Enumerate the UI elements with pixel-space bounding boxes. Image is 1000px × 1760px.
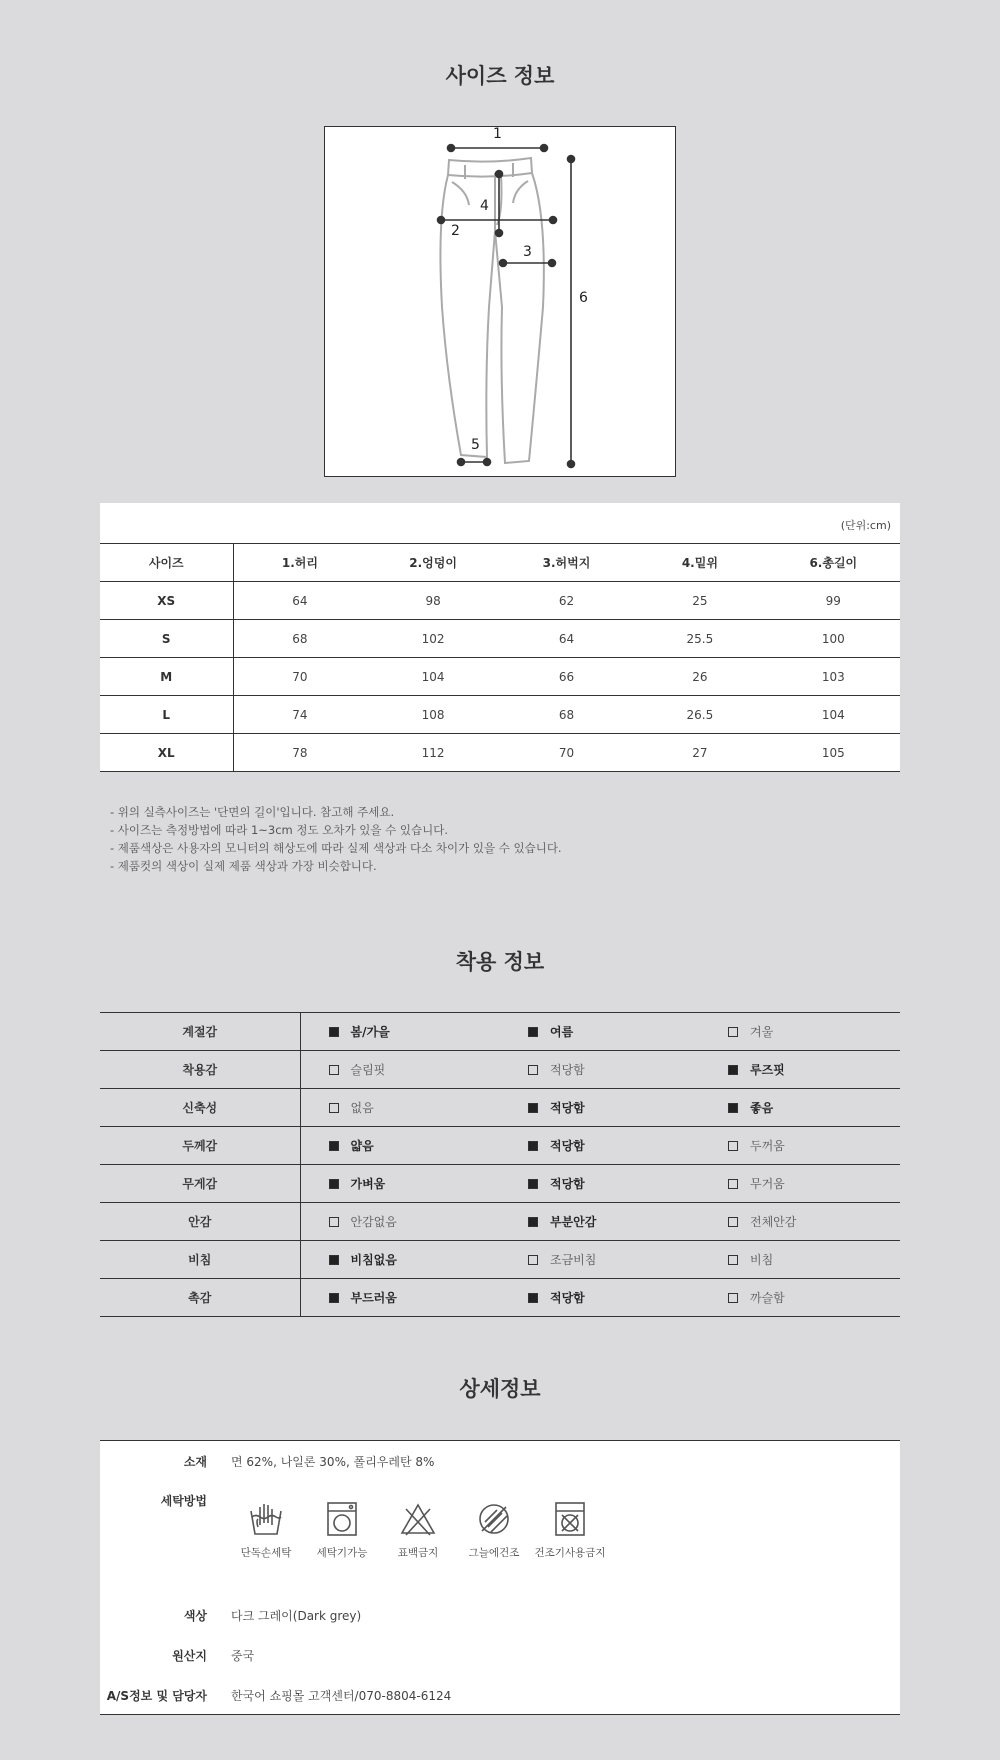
wash-label: 세탁기가능	[316, 1547, 368, 1559]
header-size: 사이즈	[100, 544, 233, 582]
wash-item	[228, 1501, 304, 1560]
table-cell: 68	[500, 696, 633, 734]
detail-info-title: 상세정보	[459, 1377, 541, 1401]
fit-option	[300, 1051, 500, 1089]
wash-label: 단독손세탁	[240, 1547, 292, 1559]
color-value: 다크 그레이(Dark grey)	[231, 1609, 362, 1623]
fit-option	[700, 1241, 900, 1279]
fit-option	[700, 1165, 900, 1203]
fit-option	[500, 1127, 700, 1165]
fit-option-label: 슬림핏	[350, 1063, 386, 1077]
table-cell: 64	[233, 582, 366, 620]
fit-option-label: 루즈핏	[750, 1063, 785, 1077]
fit-option-label: 좋음	[750, 1101, 774, 1115]
size-table-block	[100, 503, 900, 772]
fit-option-label: 없음	[350, 1101, 374, 1115]
size-cell: XL	[100, 734, 233, 772]
fit-option-label: 봄/가을	[350, 1025, 390, 1039]
fit-row-label: 신축성	[100, 1089, 300, 1127]
as-label: A/S정보 및 담당자	[106, 1689, 207, 1703]
color-label: 색상	[183, 1609, 207, 1623]
size-cell: S	[100, 620, 233, 658]
fit-row	[100, 1241, 900, 1279]
fit-row	[100, 1165, 900, 1203]
unchecked-box-icon	[329, 1103, 339, 1113]
wash-item	[380, 1501, 456, 1560]
size-cell: XS	[100, 582, 233, 620]
checked-box-icon	[728, 1065, 738, 1075]
fit-option-label: 적당함	[550, 1177, 585, 1191]
no-tumble-dry-icon	[552, 1501, 588, 1537]
table-cell: 102	[366, 620, 499, 658]
table-cell: 104	[366, 658, 499, 696]
table-cell: 70	[500, 734, 633, 772]
fit-option-label: 부드러움	[350, 1291, 397, 1305]
diagram-label-5: 5	[471, 437, 480, 453]
shade-dry-icon	[476, 1501, 512, 1537]
size-cell: M	[100, 658, 233, 696]
note-line: - 위의 실측사이즈는 '단면의 길이'입니다. 참고해 주세요.	[110, 805, 395, 819]
material-label: 소재	[183, 1455, 207, 1469]
table-cell: 98	[366, 582, 499, 620]
material-value: 면 62%, 나일론 30%, 폴리우레탄 8%	[231, 1455, 435, 1469]
fit-option-label: 무거움	[750, 1177, 785, 1191]
fit-option	[300, 1279, 500, 1317]
fit-row-label: 무게감	[100, 1165, 300, 1203]
unchecked-box-icon	[728, 1255, 738, 1265]
checked-box-icon	[329, 1027, 339, 1037]
table-row	[100, 582, 900, 620]
size-cell: L	[100, 696, 233, 734]
table-cell: 26	[633, 658, 766, 696]
checked-box-icon	[528, 1217, 538, 1227]
header-rise: 4.밑위	[633, 544, 766, 582]
fit-info-title: 착용 정보	[455, 950, 545, 974]
table-cell: 74	[233, 696, 366, 734]
fit-option	[300, 1013, 500, 1051]
fit-table	[100, 1012, 900, 1317]
header-hip: 2.엉덩이	[366, 544, 499, 582]
diagram-label-2: 2	[451, 223, 460, 239]
table-cell: 62	[500, 582, 633, 620]
fit-option-label: 얇음	[350, 1139, 374, 1153]
fit-option	[500, 1051, 700, 1089]
unchecked-box-icon	[728, 1141, 738, 1151]
fit-option	[700, 1089, 900, 1127]
table-row	[100, 696, 900, 734]
table-cell: 27	[633, 734, 766, 772]
fit-row-label: 촉감	[100, 1279, 300, 1317]
diagram-label-3: 3	[523, 244, 532, 260]
fit-option-label: 겨울	[750, 1025, 774, 1039]
washing-label: 세탁방법	[160, 1494, 207, 1508]
checked-box-icon	[528, 1103, 538, 1113]
checked-box-icon	[329, 1255, 339, 1265]
fit-option-label: 부분안감	[550, 1215, 597, 1229]
fit-option-label: 비침	[750, 1253, 774, 1267]
fit-option	[500, 1279, 700, 1317]
table-cell: 78	[233, 734, 366, 772]
diagram-label-6: 6	[579, 290, 588, 306]
fit-option-label: 여름	[550, 1025, 574, 1039]
fit-option	[700, 1203, 900, 1241]
unchecked-box-icon	[528, 1065, 538, 1075]
table-cell: 105	[767, 734, 900, 772]
note-line: - 제품컷의 색상이 실제 제품 색상과 가장 비슷합니다.	[110, 859, 377, 873]
fit-option-label: 적당함	[550, 1063, 585, 1077]
size-notes	[110, 803, 562, 875]
fit-option-label: 조금비침	[550, 1253, 597, 1267]
pants-measurement-diagram	[324, 126, 676, 477]
table-row	[100, 658, 900, 696]
diagram-label-1: 1	[493, 126, 502, 142]
detail-info-block	[100, 1440, 900, 1715]
wash-label: 표백금지	[397, 1547, 439, 1559]
table-cell: 26.5	[633, 696, 766, 734]
fit-row-label: 계절감	[100, 1013, 300, 1051]
fit-option	[700, 1127, 900, 1165]
wash-item	[532, 1501, 608, 1560]
wash-label: 그늘에건조	[468, 1547, 520, 1559]
fit-option-label: 적당함	[550, 1291, 585, 1305]
table-cell: 25.5	[633, 620, 766, 658]
fit-option	[300, 1165, 500, 1203]
fit-row	[100, 1127, 900, 1165]
checked-box-icon	[329, 1293, 339, 1303]
checked-box-icon	[528, 1027, 538, 1037]
fit-row	[100, 1203, 900, 1241]
fit-option	[500, 1013, 700, 1051]
fit-option	[300, 1241, 500, 1279]
fit-option-label: 가벼움	[350, 1177, 386, 1191]
fit-row-label: 비침	[100, 1241, 300, 1279]
fit-option	[700, 1279, 900, 1317]
fit-row	[100, 1051, 900, 1089]
size-table-header	[100, 544, 900, 582]
wash-item	[304, 1501, 380, 1560]
diagram-label-4: 4	[480, 198, 489, 214]
as-value: 한국어 쇼핑몰 고객센터/070-8804-6124	[231, 1689, 452, 1703]
checked-box-icon	[528, 1179, 538, 1189]
fit-option	[500, 1165, 700, 1203]
unchecked-box-icon	[329, 1065, 339, 1075]
table-cell: 103	[767, 658, 900, 696]
unchecked-box-icon	[728, 1217, 738, 1227]
fit-option-label: 적당함	[550, 1101, 585, 1115]
hand-wash-icon	[248, 1501, 284, 1537]
unchecked-box-icon	[728, 1179, 738, 1189]
fit-option-label: 비침없음	[350, 1253, 397, 1267]
checked-box-icon	[528, 1141, 538, 1151]
table-cell: 99	[767, 582, 900, 620]
fit-option	[700, 1051, 900, 1089]
unchecked-box-icon	[528, 1255, 538, 1265]
table-row	[100, 620, 900, 658]
table-cell: 112	[366, 734, 499, 772]
fit-option	[500, 1241, 700, 1279]
table-cell: 104	[767, 696, 900, 734]
fit-row-label: 두께감	[100, 1127, 300, 1165]
table-cell: 64	[500, 620, 633, 658]
origin-label: 원산지	[172, 1649, 207, 1663]
note-line: - 제품색상은 사용자의 모니터의 해상도에 따라 실제 색상과 다소 차이가 있을 수 있습니다.	[110, 841, 562, 855]
fit-option-label: 두꺼움	[750, 1139, 785, 1153]
unchecked-box-icon	[329, 1217, 339, 1227]
table-cell: 108	[366, 696, 499, 734]
pants-outline-icon	[325, 127, 675, 476]
table-cell: 25	[633, 582, 766, 620]
machine-wash-icon	[324, 1501, 360, 1537]
checked-box-icon	[329, 1179, 339, 1189]
table-cell: 66	[500, 658, 633, 696]
origin-value: 중국	[231, 1649, 255, 1663]
unchecked-box-icon	[728, 1293, 738, 1303]
fit-option-label: 안감없음	[350, 1215, 397, 1229]
table-cell: 70	[233, 658, 366, 696]
unchecked-box-icon	[728, 1027, 738, 1037]
fit-row-label: 착용감	[100, 1051, 300, 1089]
header-waist: 1.허리	[233, 544, 366, 582]
wash-item	[456, 1501, 532, 1560]
checked-box-icon	[528, 1293, 538, 1303]
size-table	[100, 543, 900, 772]
fit-option-label: 까슬함	[750, 1291, 785, 1305]
header-thigh: 3.허벅지	[500, 544, 633, 582]
no-bleach-icon	[400, 1501, 436, 1537]
note-line: - 사이즈는 측정방법에 따라 1~3cm 정도 오차가 있을 수 있습니다.	[110, 823, 449, 837]
fit-row	[100, 1013, 900, 1051]
checked-box-icon	[728, 1103, 738, 1113]
fit-option-label: 적당함	[550, 1139, 585, 1153]
fit-option-label: 전체안감	[750, 1215, 797, 1229]
fit-option	[500, 1203, 700, 1241]
fit-row	[100, 1089, 900, 1127]
fit-option	[300, 1127, 500, 1165]
table-cell: 100	[767, 620, 900, 658]
fit-row	[100, 1279, 900, 1317]
fit-option	[300, 1203, 500, 1241]
wash-label: 건조기사용금지	[534, 1547, 606, 1559]
table-cell: 68	[233, 620, 366, 658]
fit-option	[300, 1089, 500, 1127]
checked-box-icon	[329, 1141, 339, 1151]
fit-option	[500, 1089, 700, 1127]
fit-row-label: 안감	[100, 1203, 300, 1241]
unit-label: (단위:cm)	[840, 519, 891, 532]
size-info-title: 사이즈 정보	[445, 64, 555, 88]
header-length: 6.총길이	[767, 544, 900, 582]
fit-option	[700, 1013, 900, 1051]
table-row	[100, 734, 900, 772]
